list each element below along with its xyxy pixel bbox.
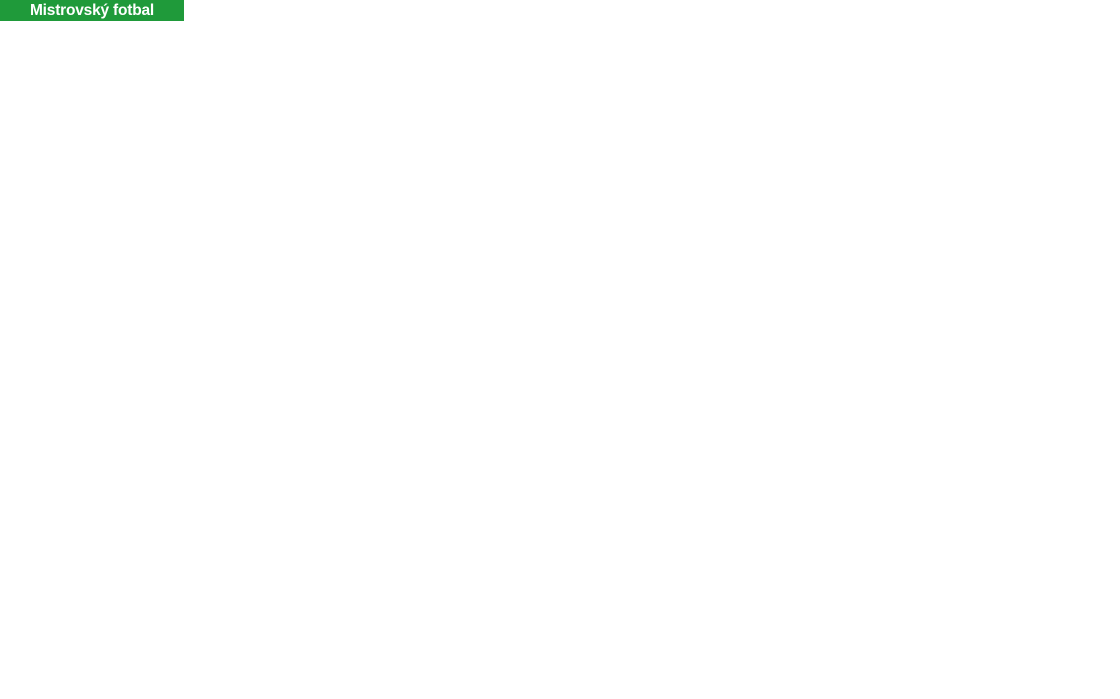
section-header: Mistrovský fotbal — [0, 0, 184, 21]
